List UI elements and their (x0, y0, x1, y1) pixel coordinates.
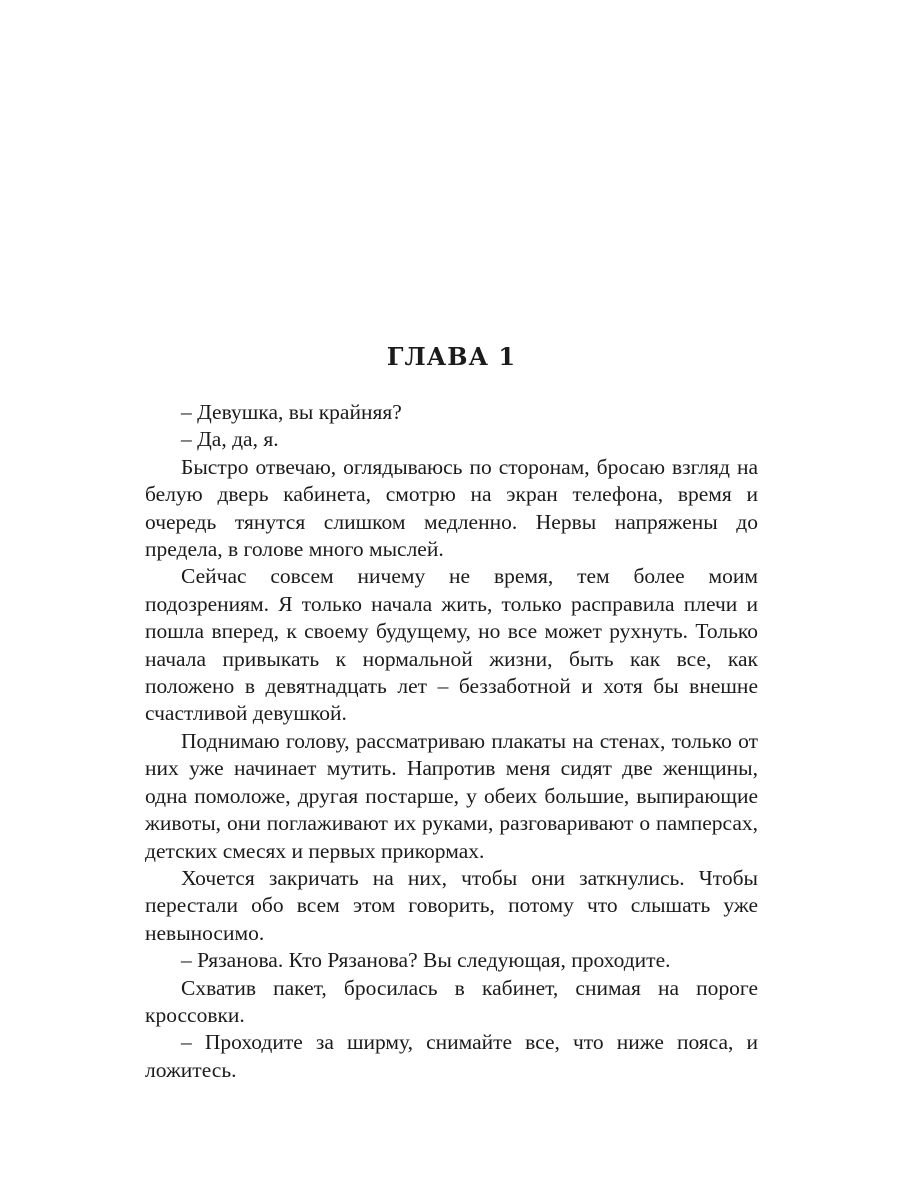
chapter-text (145, 399, 758, 1084)
paragraph: – Рязанова. Кто Рязанова? Вы следующая, проходите. (181, 948, 671, 973)
paragraph: Поднимаю голову, рассматриваю плакаты на стенах, только от них уже начинает мутить. Напротив меня сидят две женщины, одна помоложе, другая постарше, у обеих большие, выпирающие животы, они поглаживают их руками, разговаривают о памперсах, детских смесях и первых прикормах. (145, 728, 758, 863)
paragraph: – Девушка, вы крайняя? (181, 400, 402, 424)
book-page (145, 0, 758, 1200)
paragraph: Хочется закричать на них, чтобы они заткнулись. Чтобы перестали обо всем этом говорить, потому что слышать уже невыносимо. (145, 865, 758, 945)
paragraph: Сейчас совсем ничему не время, тем более моим подозрениям. Я только начала жить, только расправила плечи и пошла вперед, к своему будущему, но все может рухнуть. Только начала привыкать к нормальной жизни, быть как все, как положено в девятнадцать лет – беззаботной и хотя бы внешне счастливой девушкой. (145, 564, 758, 726)
paragraph: – Да, да, я. (181, 427, 279, 452)
paragraph: Схватив пакет, бросилась в кабинет, снимая на пороге кроссовки. (145, 975, 758, 1027)
paragraph: Быстро отвечаю, оглядываюсь по сторонам, бросаю взгляд на белую дверь кабинета, смотрю на экран телефона, время и очередь тянутся слишком медленно. Нервы напряжены до предела, в голове много мыслей. (145, 454, 758, 562)
paragraph: – Проходите за ширму, снимайте все, что ниже пояса, и ложитесь. (145, 1030, 758, 1082)
chapter-title: ГЛАВА 1 (386, 342, 517, 371)
